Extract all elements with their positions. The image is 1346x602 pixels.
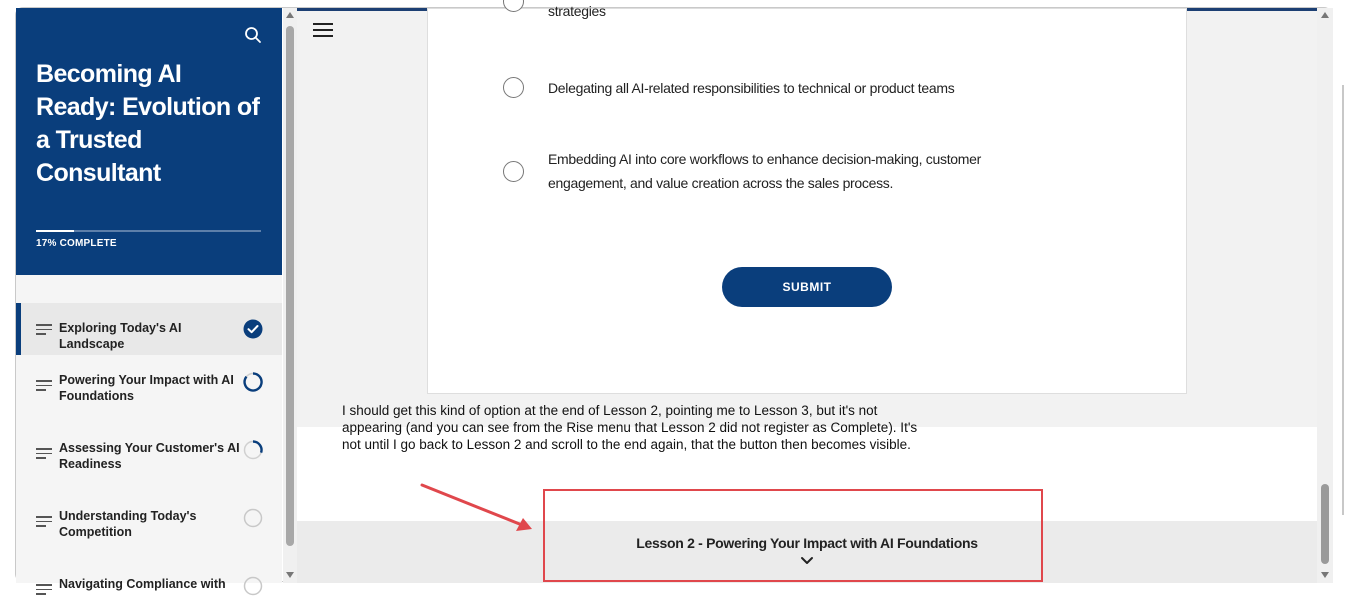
radio-button[interactable] xyxy=(503,77,524,98)
submit-button[interactable]: SUBMIT xyxy=(722,267,892,307)
progress-ring-icon xyxy=(243,372,263,392)
scrollbar-thumb[interactable] xyxy=(286,26,294,546)
lesson-lines-icon xyxy=(36,380,52,391)
quiz-option-label: Embedding AI into core workflows to enhance decision-making, customer engagement, and value creation across the sales process. xyxy=(548,151,981,191)
quiz-card xyxy=(427,3,1187,394)
menu-icon[interactable] xyxy=(313,23,333,39)
annotation-highlight-box xyxy=(543,489,1043,582)
scroll-up-arrow-icon[interactable] xyxy=(1321,12,1329,18)
search-icon[interactable] xyxy=(244,26,262,44)
sidebar xyxy=(16,8,282,591)
annotation-arrow-icon xyxy=(415,478,545,538)
sidebar-scrollbar[interactable] xyxy=(283,8,297,583)
lesson-lines-icon xyxy=(36,516,52,527)
sidebar-header xyxy=(16,8,282,275)
lesson-lines-icon xyxy=(36,448,52,459)
progress-ring-icon xyxy=(243,440,263,460)
lesson-lines-icon xyxy=(36,324,52,335)
sidebar-item-label: Assessing Your Customer's AI Readiness xyxy=(59,441,240,471)
sidebar-item-lesson-1[interactable] xyxy=(16,303,282,355)
not-started-icon xyxy=(243,508,263,528)
check-complete-icon xyxy=(243,319,263,339)
radio-button[interactable] xyxy=(503,161,524,182)
annotation-note: I should get this kind of option at the end of Lesson 2, pointing me to Lesson 3, but it's not appearing (and you can see from the Rise menu that Lesson 2 did not register as Complete). It's not until I go back to Lesson 2 and scroll to the end again, that the button then becomes visible. xyxy=(342,403,918,452)
sidebar-item-lesson-5[interactable] xyxy=(16,562,282,602)
sidebar-item-label: Understanding Today's Competition xyxy=(59,509,197,539)
scroll-down-arrow-icon[interactable] xyxy=(286,572,294,578)
quiz-option-label: strategies xyxy=(548,3,606,19)
lesson-lines-icon xyxy=(36,584,52,595)
progress-label: 17% COMPLETE xyxy=(36,238,117,249)
sidebar-item-lesson-2[interactable] xyxy=(16,358,282,422)
sidebar-item-lesson-3[interactable] xyxy=(16,426,282,490)
not-started-icon xyxy=(243,576,263,596)
course-title: Becoming AI Ready: Evolution of a Trusted Consultant xyxy=(36,60,260,187)
sidebar-item-label: Powering Your Impact with AI Foundations xyxy=(59,373,234,403)
scrollbar-thumb[interactable] xyxy=(1321,484,1329,564)
sidebar-item-label: Navigating Compliance with xyxy=(59,577,226,591)
progress-bar xyxy=(36,230,261,232)
scrollbar-thumb[interactable] xyxy=(1342,85,1344,515)
radio-button[interactable] xyxy=(503,0,524,12)
scroll-down-arrow-icon[interactable] xyxy=(1321,572,1329,578)
main-scrollbar[interactable] xyxy=(1317,8,1333,583)
sidebar-item-lesson-4[interactable] xyxy=(16,494,282,558)
quiz-option-label: Delegating all AI-related responsibilities to technical or product teams xyxy=(548,80,955,96)
sidebar-item-label: Exploring Today's AI Landscape xyxy=(59,321,182,351)
page-scrollbar[interactable] xyxy=(1340,0,1346,593)
scroll-up-arrow-icon[interactable] xyxy=(286,12,294,18)
progress-bar-fill xyxy=(36,230,74,232)
next-lesson-label: Lesson 2 - Powering Your Impact with AI Foundations xyxy=(636,535,978,551)
